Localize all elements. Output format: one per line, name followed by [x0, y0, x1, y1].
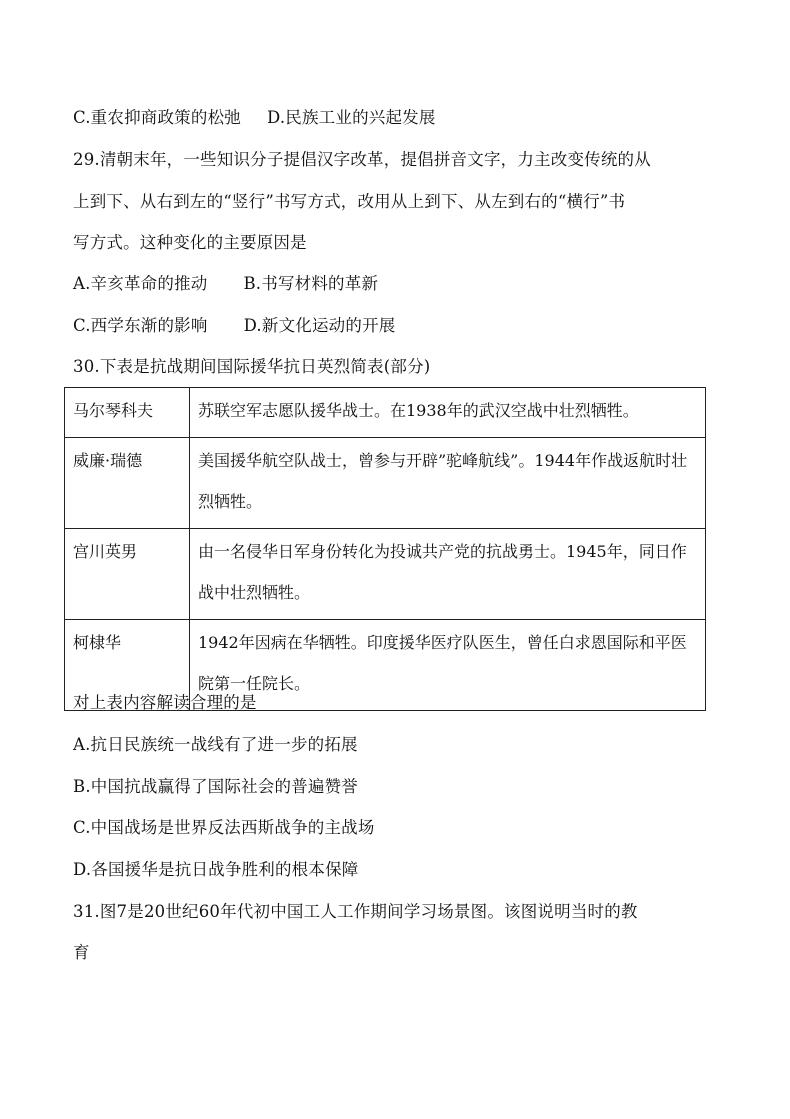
- q28-option-d: D.民族工业的兴起发展: [266, 108, 436, 127]
- hero-name: 马尔琴科夫: [65, 388, 190, 438]
- q30-stem: 30.下表是抗战期间国际援华抗日英烈简表(部分): [73, 357, 431, 376]
- table-row: [65, 529, 706, 620]
- q31-stem-line-2: 育: [73, 943, 90, 962]
- q29-option-a: A.辛亥革命的推动: [73, 274, 208, 293]
- table-row: [65, 438, 706, 529]
- q29-options-ab: [73, 274, 378, 294]
- heroes-table: [64, 387, 706, 711]
- q30-option-d: D.各国援华是抗日战争胜利的根本保障: [73, 860, 359, 879]
- q29-options-cd: [73, 316, 395, 336]
- q28-options-cd: [73, 108, 436, 128]
- hero-description: 由一名侵华日军身份转化为投诚共产党的抗战勇士。1945年，同日作战中壮烈牺牲。: [190, 529, 706, 620]
- q29-stem-line-1: 29.清朝末年，一些知识分子提倡汉字改革，提倡拼音文字，力主改变传统的从: [73, 150, 651, 169]
- hero-name: 宫川英男: [65, 529, 190, 620]
- hero-name: 柯棣华: [65, 620, 190, 711]
- q29-stem-line-3: 写方式。这种变化的主要原因是: [73, 233, 307, 252]
- table-row: [65, 388, 706, 438]
- q30-option-c: C.中国战场是世界反法西斯战争的主战场: [73, 818, 375, 837]
- q31-stem-line-1: 31.图7是20世纪60年代初中国工人工作期间学习场景图。该图说明当时的教: [73, 902, 638, 921]
- q29-option-c: C.西学东渐的影响: [73, 316, 208, 335]
- q29-option-b: B.书写材料的革新: [243, 274, 379, 293]
- q30-prompt: 对上表内容解读合理的是: [73, 693, 257, 712]
- q29-option-d: D.新文化运动的开展: [243, 316, 396, 335]
- q30-option-b: B.中国抗战赢得了国际社会的普遍赞誉: [73, 777, 358, 796]
- q30-option-a: A.抗日民族统一战线有了进一步的拓展: [73, 735, 358, 754]
- hero-name: 威廉·瑞德: [65, 438, 190, 529]
- hero-description: 美国援华航空队战士，曾参与开辟”驼峰航线”。1944年作战返航时壮烈牺牲。: [190, 438, 706, 529]
- q29-stem-line-2: 上到下、从右到左的“竖行”书写方式，改用从上到下、从左到右的“横行”书: [73, 192, 626, 211]
- hero-description: 苏联空军志愿队援华战士。在1938年的武汉空战中壮烈牺牲。: [190, 388, 706, 438]
- hero-description: 1942年因病在华牺牲。印度援华医疗队医生，曾任白求恩国际和平医院第一任院长。: [190, 620, 706, 711]
- q28-option-c: C.重农抑商政策的松弛: [73, 108, 241, 127]
